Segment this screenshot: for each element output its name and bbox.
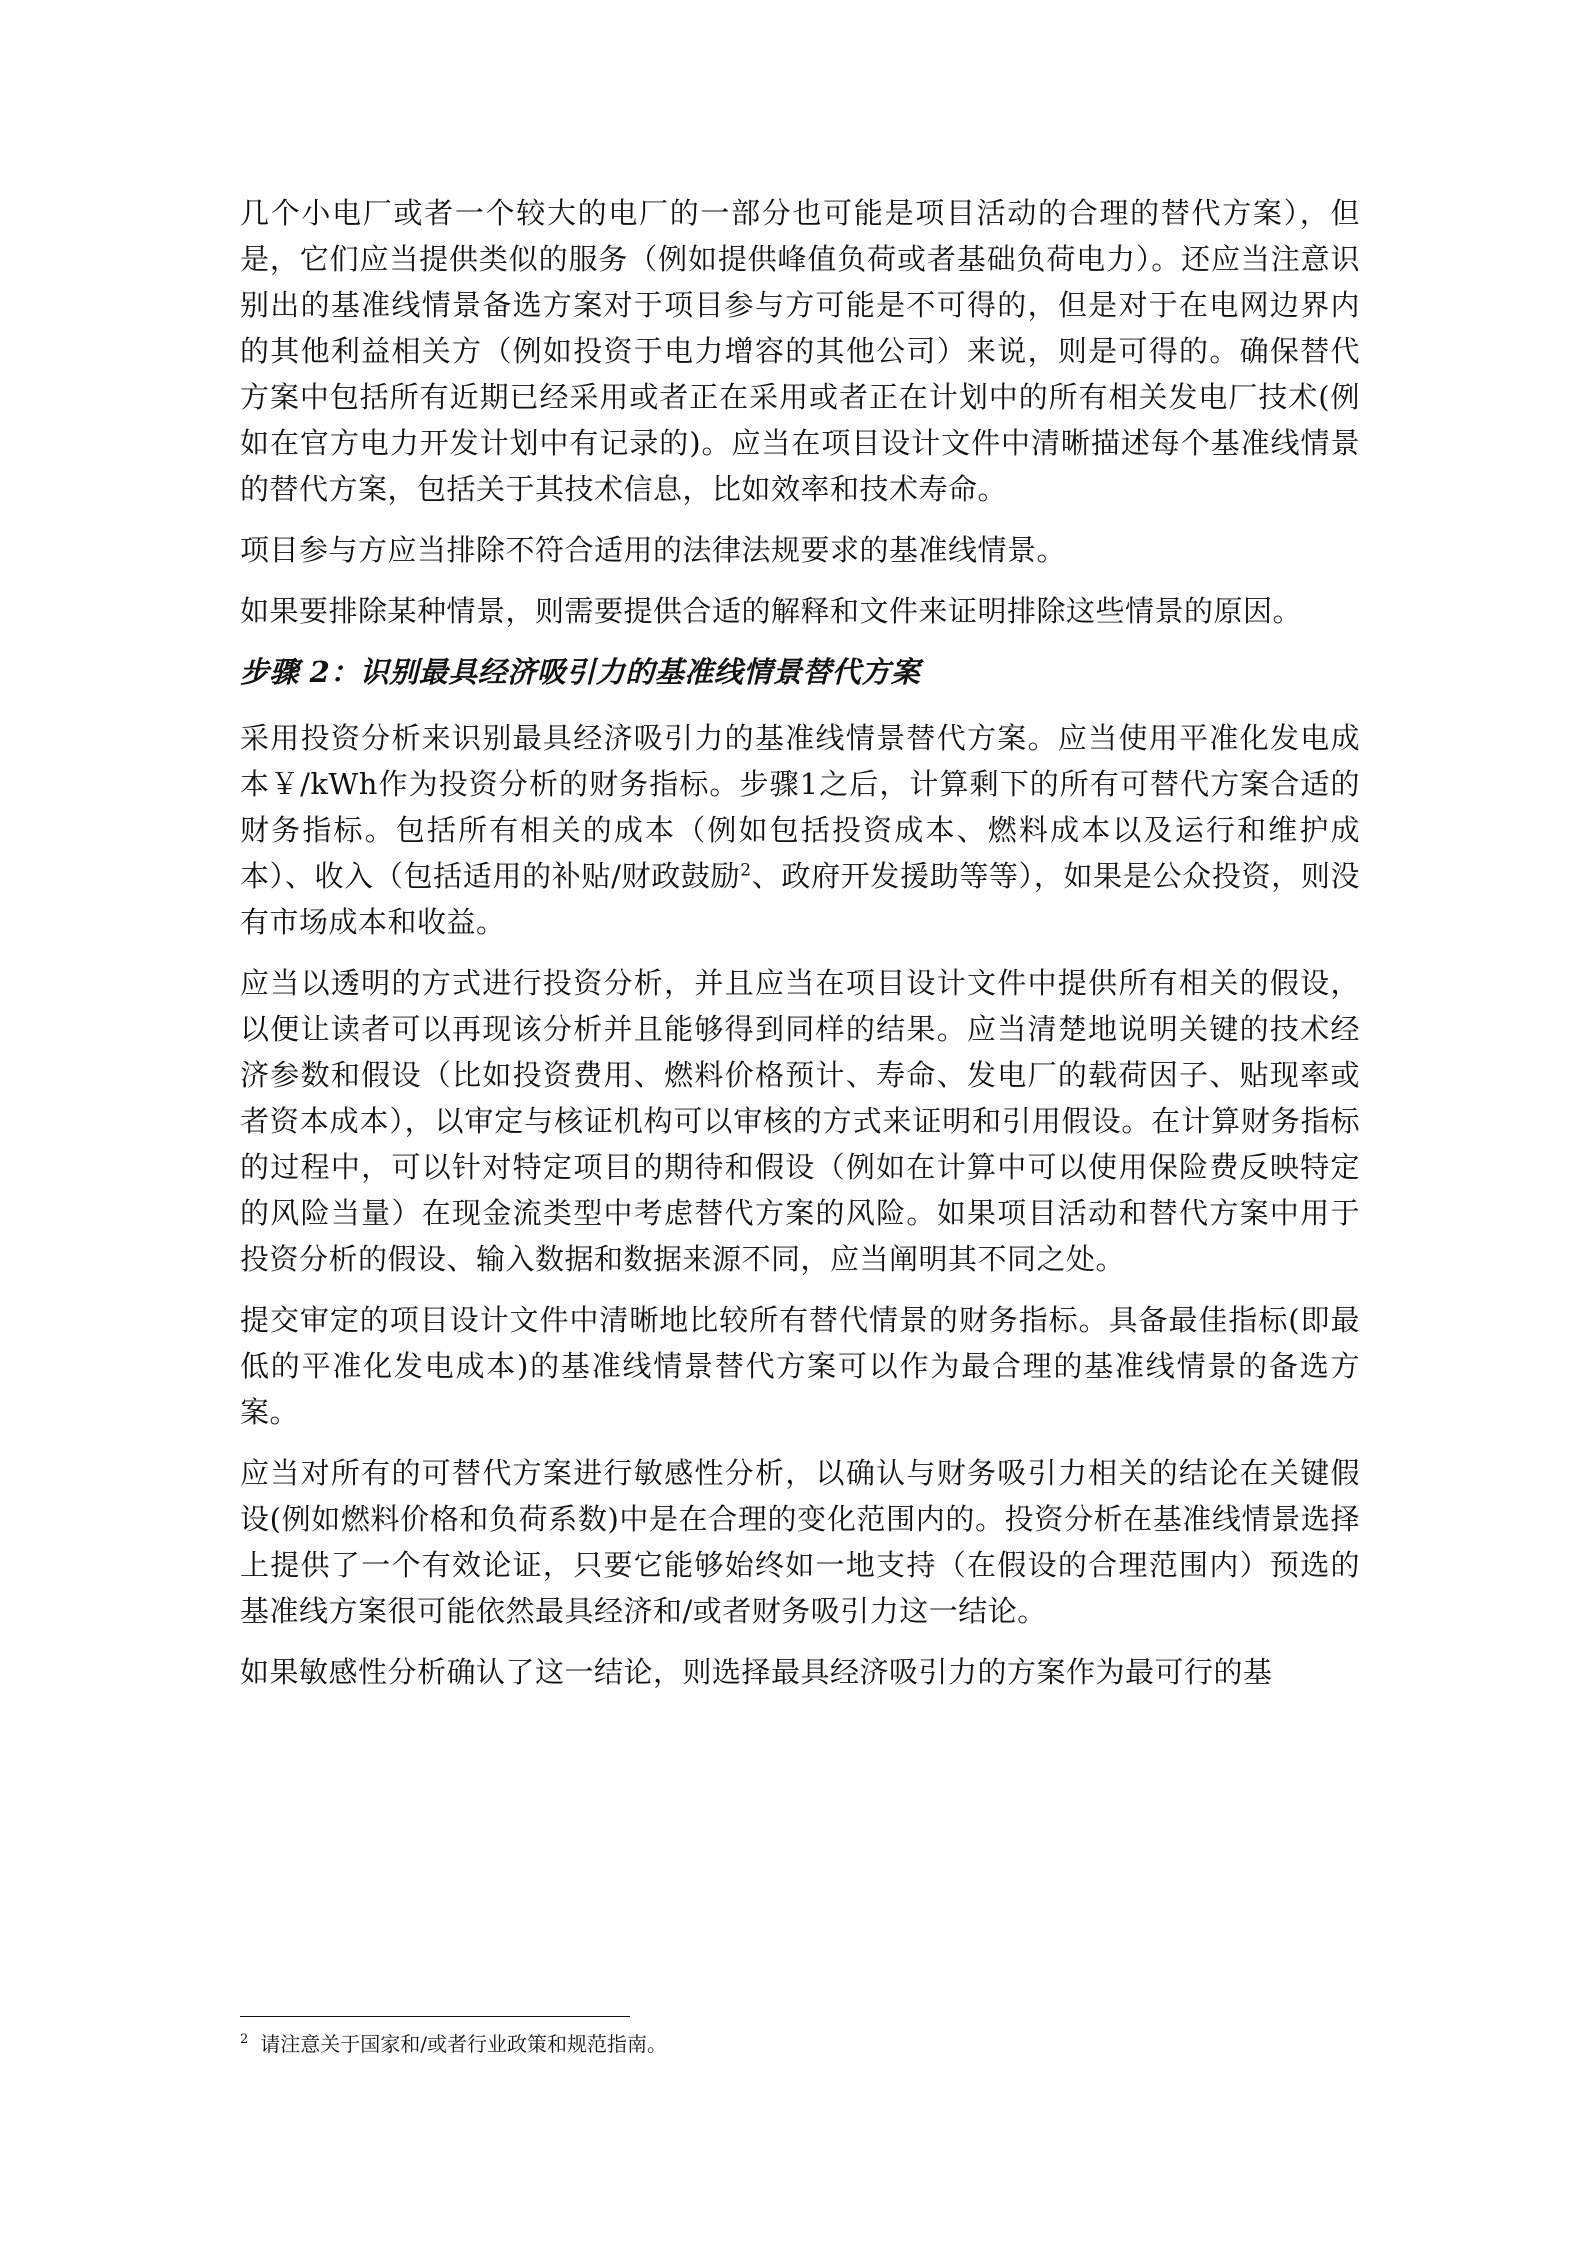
footnote-number: 2 — [240, 2032, 249, 2048]
footnote — [240, 2030, 1360, 2058]
footnote-reference[interactable]: 2 — [740, 860, 752, 881]
footnote-text: 请注意关于国家和/或者行业政策和规范指南。 — [260, 2032, 668, 2056]
step-2-heading: 步骤 2：识别最具经济吸引力的基准线情景替代方案 — [240, 655, 921, 689]
footnote-divider — [240, 2016, 630, 2017]
paragraph-financial-comparison: 提交审定的项目设计文件中清晰地比较所有替代情景的财务指标。具备最佳指标(即最低的平准化发电成本)的基准线情景替代方案可以作为最合理的基准线情景的备选方案。 — [240, 1303, 1360, 1429]
paragraph-alternatives: 几个小电厂或者一个较大的电厂的一部分也可能是项目活动的合理的替代方案），但是，它们应当提供类似的服务（例如提供峰值负荷或者基础负荷电力）。还应当注意识别出的基准线情景备选方案对于项目参与方可能是不可得的，但是对于在电网边界内的其他利益相关方（例如投资于电力增容的其他公司）来说，则是可得的。确保替代方案中包括所有近期已经采用或者正在采用或者正在计划中的所有相关发电厂技术(例如在官方电力开发计划中有记录的)。应当在项目设计文件中清晰描述每个基准线情景的替代方案，包括关于其技术信息，比如效率和技术寿命。 — [240, 196, 1360, 506]
paragraph-transparency: 应当以透明的方式进行投资分析，并且应当在项目设计文件中提供所有相关的假设，以便让读者可以再现该分析并且能够得到同样的结果。应当清楚地说明关键的技术经济参数和假设（比如投资费用、燃料价格预计、寿命、发电厂的载荷因子、贴现率或者资本成本），以审定与核证机构可以审核的方式来证明和引用假设。在计算财务指标的过程中，可以针对特定项目的期待和假设（例如在计算中可以使用保险费反映特定的风险当量）在现金流类型中考虑替代方案的风险。如果项目活动和替代方案中用于投资分析的假设、输入数据和数据来源不同，应当阐明其不同之处。 — [240, 966, 1360, 1276]
paragraph-investment-analysis — [240, 715, 1360, 945]
paragraph-sensitivity-analysis: 应当对所有的可替代方案进行敏感性分析，以确认与财务吸引力相关的结论在关键假设(例如燃料价格和负荷系数)中是在合理的变化范围内的。投资分析在基准线情景选择上提供了一个有效论证，只要它能够始终如一地支持（在假设的合理范围内）预选的基准线方案很可能依然最具经济和/或者财务吸引力这一结论。 — [240, 1456, 1360, 1628]
document-body — [240, 190, 1360, 1710]
paragraph-investment-analysis-text-a: 采用投资分析来识别最具经济吸引力的基准线情景替代方案。应当使用平准化发电成本￥/kWh作为投资分析的财务指标。步骤1之后，计算剩下的所有可替代方案合适的财务指标。包括所有相关的成本（例如包括投资成本、燃料成本以及运行和维护成本）、收入（包括适用的补贴/财政鼓励 — [240, 721, 1360, 893]
paragraph-exclude-illegal: 项目参与方应当排除不符合适用的法律法规要求的基准线情景。 — [240, 533, 1067, 567]
paragraph-conclusion: 如果敏感性分析确认了这一结论，则选择最具经济吸引力的方案作为最可行的基 — [240, 1655, 1273, 1689]
paragraph-investment-analysis-text-b: 、政府开发援助等等），如果是公众投资，则没有市场成本和收益。 — [240, 859, 1360, 939]
paragraph-exclude-justification: 如果要排除某种情景，则需要提供合适的解释和文件来证明排除这些情景的原因。 — [240, 594, 1303, 628]
